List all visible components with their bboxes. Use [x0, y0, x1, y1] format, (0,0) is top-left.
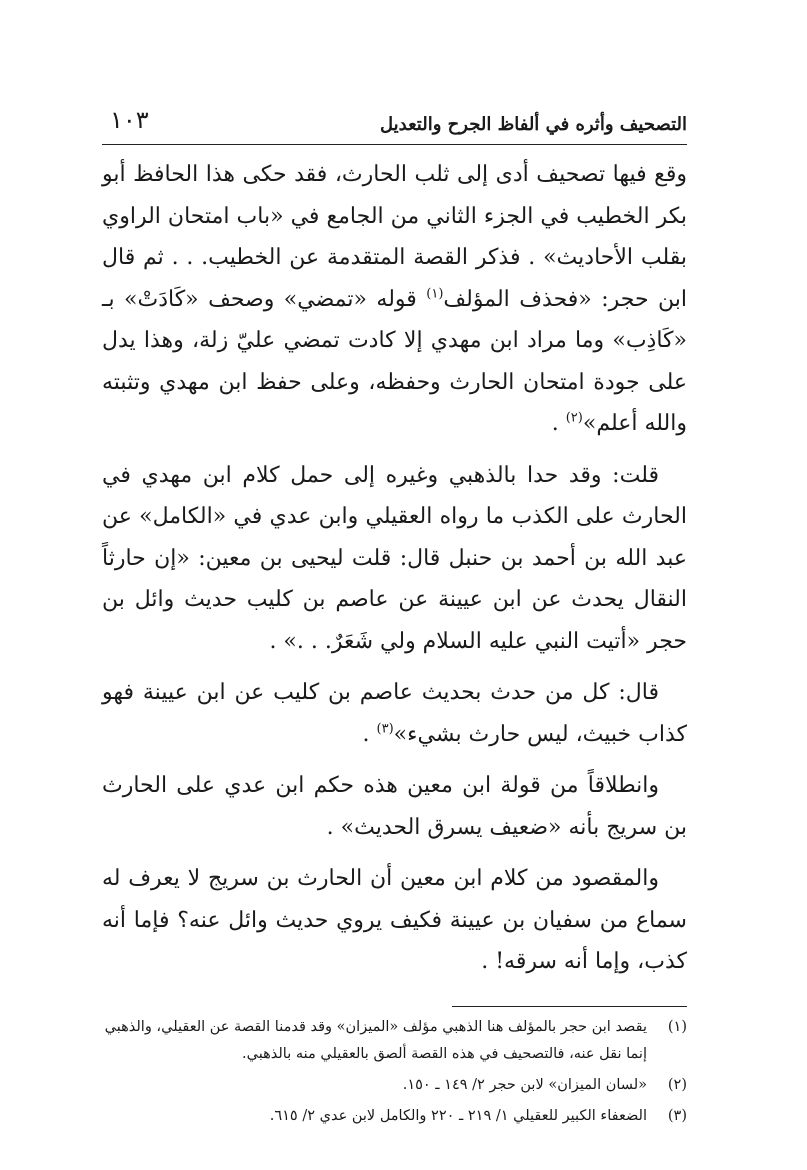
paragraph-1-text: وقع فيها تصحيف أدى إلى ثلب الحارث، فقد حكى هذا الحافظ أبو بكر الخطيب في الجزء الثاني من الجامع في «باب امتحان الراوي بقلب الأحاديث» . فذكر القصة المتقدمة عن الخطيب. . . ثم قال ابن حجر: «فحذف المؤلف: [102, 162, 688, 312]
footnote-2: [102, 1072, 687, 1099]
footnote-ref-1: (١): [426, 286, 444, 302]
page-number: ١٠٣: [110, 106, 149, 134]
footnote-number: (١): [667, 1019, 687, 1035]
paragraph-3-text: قال: كل من حدث بحديث عاصم بن كليب عن ابن عيينة فهو كذاب خبيث، ليس حارث بشيء»: [102, 680, 687, 747]
paragraph-3-end: .: [362, 721, 377, 747]
footnote-1: [102, 1014, 687, 1068]
paragraph-3: [102, 672, 687, 755]
footnotes: [102, 1014, 687, 1134]
footnote-number: (٢): [667, 1077, 687, 1093]
page-header: [102, 106, 687, 145]
paragraph-5: والمقصود من كلام ابن معين أن الحارث بن سريج لا يعرف له سماع من سفيان بن عيينة فكيف يروي حديث وائل عنه؟ فإما أنه كذب، وإما أنه سرقه! .: [102, 866, 687, 974]
footnote-number: (٣): [667, 1108, 687, 1124]
paragraph-4: وانطلاقاً من قولة ابن معين هذه حكم ابن عدي على الحارث بن سريج بأنه «ضعيف يسرق الحديث» .: [102, 773, 687, 840]
footnote-text: يقصد ابن حجر بالمؤلف هنا الذهبي مؤلف «الميزان» وقد قدمنا القصة عن العقيلي، والذهبي إنما نقل عنه، فالتصحيف في هذه القصة ألصق بالعقيلي منه بالذهبي.: [104, 1019, 647, 1062]
footnote-text: «لسان الميزان» لابن حجر ٢/ ١٤٩ ـ ١٥٠.: [402, 1077, 647, 1093]
footnote-ref-3: (٣): [376, 721, 394, 737]
main-text: [102, 154, 687, 983]
paragraph-1-end: .: [551, 411, 566, 436]
footnote-text: الضعفاء الكبير للعقيلي ١/ ٢١٩ ـ ٢٢٠ والكامل لابن عدي ٢/ ٦١٥.: [269, 1108, 647, 1124]
footnote-ref-2: (٢): [565, 410, 583, 426]
footnote-separator: [452, 1006, 687, 1007]
paragraph-1: [102, 154, 687, 445]
paragraph-1-continuation: قوله «تمضي» وصحف «كَادَتْ» بـ «كَاذِب» وما مراد ابن مهدي إلا كادت تمضي عليّ زلة، وهذا يدل على جودة امتحان الحارث وحفظه، وعلى حفظ ابن مهدي وتثبته والله أعلم»: [102, 286, 687, 436]
running-title: التصحيف وأثره في ألفاظ الجرح والتعديل: [380, 114, 687, 135]
footnote-3: [102, 1103, 687, 1130]
paragraph-2: قلت: وقد حدا بالذهبي وغيره إلى حمل كلام ابن مهدي في الحارث على الكذب ما رواه العقيلي وابن عدي في «الكامل» عن عبد الله بن أحمد بن حنبل قال: قلت ليحيى بن معين: «إن حارثاً النقال يحدث عن ابن عيينة عن عاصم بن كليب حديث وائل بن حجر «أتيت النبي عليه السلام ولي شَعَرٌ. . .» .: [102, 462, 687, 654]
